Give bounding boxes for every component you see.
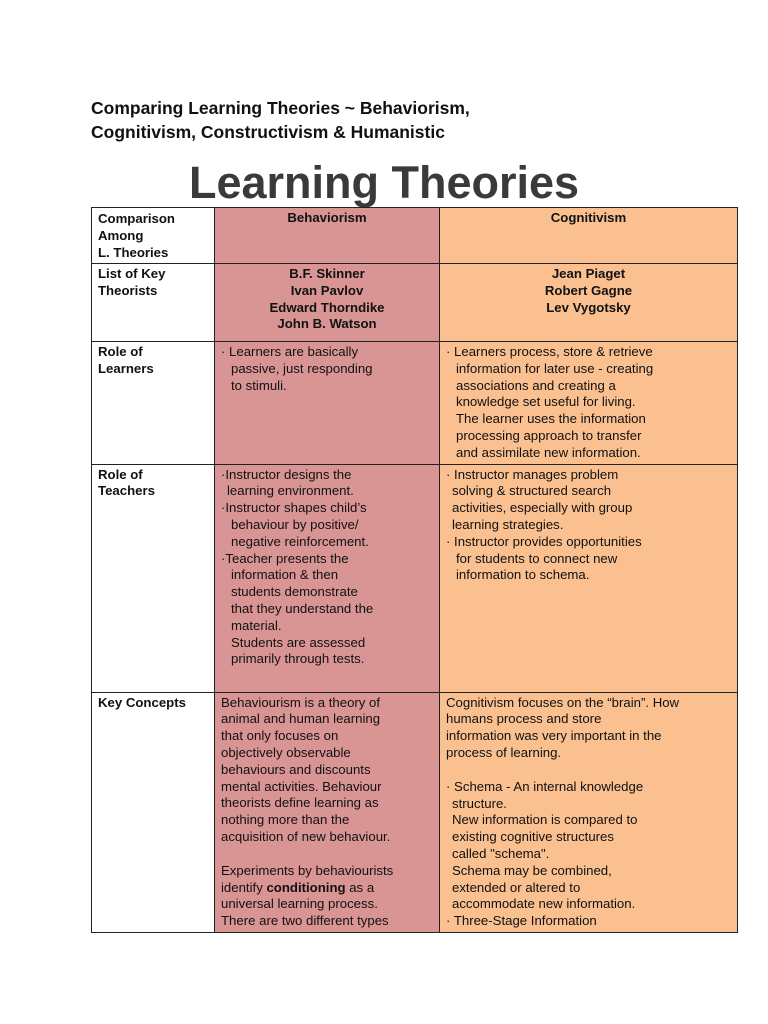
row-label-line: Learners [98, 360, 154, 376]
cell-text-line: that only focuses on [221, 728, 339, 744]
cognitivism-teachers-cell [440, 464, 738, 692]
cell-text-line: material. [231, 617, 282, 633]
cell-text-line: that they understand the [231, 600, 374, 616]
cell-text-line: mental activities. Behaviour [221, 778, 382, 794]
cell-text-line: ·Instructor designs the [221, 466, 352, 482]
behaviorism-learners-cell [215, 342, 440, 465]
cell-text-line: Schema may be combined, [452, 862, 612, 878]
row-label-line: Teachers [98, 483, 155, 499]
comparison-label-line: Comparison [98, 211, 175, 226]
cell-text-line: negative reinforcement. [231, 533, 369, 549]
cell-text-line: humans process and store [446, 711, 602, 727]
cell-text-line: nothing more than the [221, 812, 350, 828]
cell-text-line: structure. [452, 795, 507, 811]
cell-text-line: universal learning process. [221, 896, 378, 912]
cell-text-line: The learner uses the information [456, 411, 646, 427]
cognitivism-theorists-cell [440, 264, 738, 342]
teachers-label-cell [92, 464, 215, 692]
cell-text-line: There are two different types [221, 913, 389, 929]
cell-text-line: solving & structured search [452, 483, 612, 499]
row-label-line: Theorists [98, 282, 158, 298]
heading-line-1: Comparing Learning Theories ~ Behaviorism, [91, 98, 470, 118]
key-concepts-label-cell: Key Concepts [92, 692, 215, 932]
cell-text-line: · Learners process, store & retrieve [446, 344, 653, 359]
cell-text-line: learning environment. [227, 483, 354, 499]
cell-text-line: activities, especially with group [452, 500, 633, 516]
cell-text-segment: as a [345, 879, 375, 895]
cell-text-line: information was very important in the [446, 728, 662, 744]
theorist-name: Robert Gagne [544, 282, 633, 298]
cell-text-line: and assimilate new information. [456, 444, 641, 460]
cell-text-line: information & then [231, 567, 339, 583]
cell-text-line: process of learning. [446, 744, 562, 760]
theorist-name: Jean Piaget [551, 266, 626, 281]
behaviorism-column-header: Behaviorism [215, 208, 440, 264]
theorist-name: John B. Watson [277, 316, 377, 332]
cell-text-line: knowledge set useful for living. [456, 394, 636, 410]
cell-text-line: accommodate new information. [452, 896, 636, 912]
cell-text-segment: identify [221, 879, 267, 895]
cell-text-line: Experiments by behaviourists [221, 862, 394, 878]
cell-text-line: · Three-Stage Information [446, 913, 597, 929]
cell-text-line: existing cognitive structures [452, 829, 614, 845]
row-label-line: Role of [98, 344, 143, 359]
document-heading [91, 96, 691, 144]
cell-text-line: Cognitivism focuses on the “brain”. How [446, 694, 680, 710]
comparison-label-line: L. Theories [98, 245, 169, 260]
cell-text-line: objectively observable [221, 744, 351, 760]
paragraph-gap [221, 846, 433, 863]
cell-text-line: · Instructor manages problem [446, 466, 619, 482]
cell-text-line: behaviours and discounts [221, 761, 371, 777]
cell-text-line: animal and human learning [221, 711, 381, 727]
teachers-row [92, 464, 738, 692]
theorist-name: B.F. Skinner [289, 266, 365, 281]
behaviorism-teachers-cell [215, 464, 440, 692]
cell-text-line: · Instructor provides opportunities [446, 533, 642, 549]
cognitivism-concepts-cell [440, 692, 738, 932]
cell-text-line [221, 880, 433, 897]
cognitivism-column-header: Cognitivism [440, 208, 738, 264]
learners-row [92, 342, 738, 465]
cell-text-line: acquisition of new behaviour. [221, 828, 391, 844]
theorists-row [92, 264, 738, 342]
cell-text-line: New information is compared to [452, 812, 638, 828]
cell-text-line: · Schema - An internal knowledge [446, 778, 644, 794]
cell-text-line: processing approach to transfer [456, 427, 642, 443]
cell-text-line: students demonstrate [231, 584, 358, 600]
behaviorism-theorists-cell [215, 264, 440, 342]
cell-text-line: for students to connect new [456, 550, 618, 566]
comparison-label-cell [92, 208, 215, 264]
key-concepts-row [92, 692, 738, 932]
paragraph-gap [446, 762, 731, 779]
cell-text-line: information to schema. [456, 567, 590, 583]
behaviorism-concepts-cell [215, 692, 440, 932]
page-title: Learning Theories [188, 157, 580, 208]
table-header-row [92, 208, 738, 264]
cell-text-line: ·Instructor shapes child’s [221, 500, 367, 516]
cell-text-line: theorists define learning as [221, 795, 379, 811]
cell-text-line: · Learners are basically [221, 344, 359, 359]
cell-text-line: ·Teacher presents the [221, 550, 349, 566]
cell-text-line: associations and creating a [456, 377, 616, 393]
theorists-label-cell [92, 264, 215, 342]
row-label-line: Role of [98, 466, 143, 482]
cell-text-line: called "schema". [452, 845, 550, 861]
cell-text-line: Students are assessed [231, 634, 366, 650]
learners-label-cell [92, 342, 215, 465]
cell-text-line: Behaviourism is a theory of [221, 694, 381, 710]
heading-line-2: Cognitivism, Constructivism & Humanistic [91, 122, 445, 142]
cell-text-line: to stimuli. [231, 377, 287, 393]
theorist-name: Ivan Pavlov [290, 282, 364, 298]
cell-text-line: passive, just responding [231, 360, 373, 376]
cell-text-line: information for later use - creating [456, 360, 654, 376]
comparison-label-line: Among [98, 228, 144, 243]
theorist-name: Lev Vygotsky [546, 299, 631, 315]
theorist-name: Edward Thorndike [269, 299, 385, 315]
cell-text-line: learning strategies. [452, 516, 564, 532]
comparison-table [91, 207, 738, 933]
cell-text-line: extended or altered to [452, 879, 581, 895]
row-label-line: List of Key [98, 266, 166, 281]
keyword-conditioning: conditioning [266, 879, 346, 895]
cell-text-line: behaviour by positive/ [231, 516, 359, 532]
cognitivism-learners-cell [440, 342, 738, 465]
cell-text-line: primarily through tests. [231, 651, 365, 667]
